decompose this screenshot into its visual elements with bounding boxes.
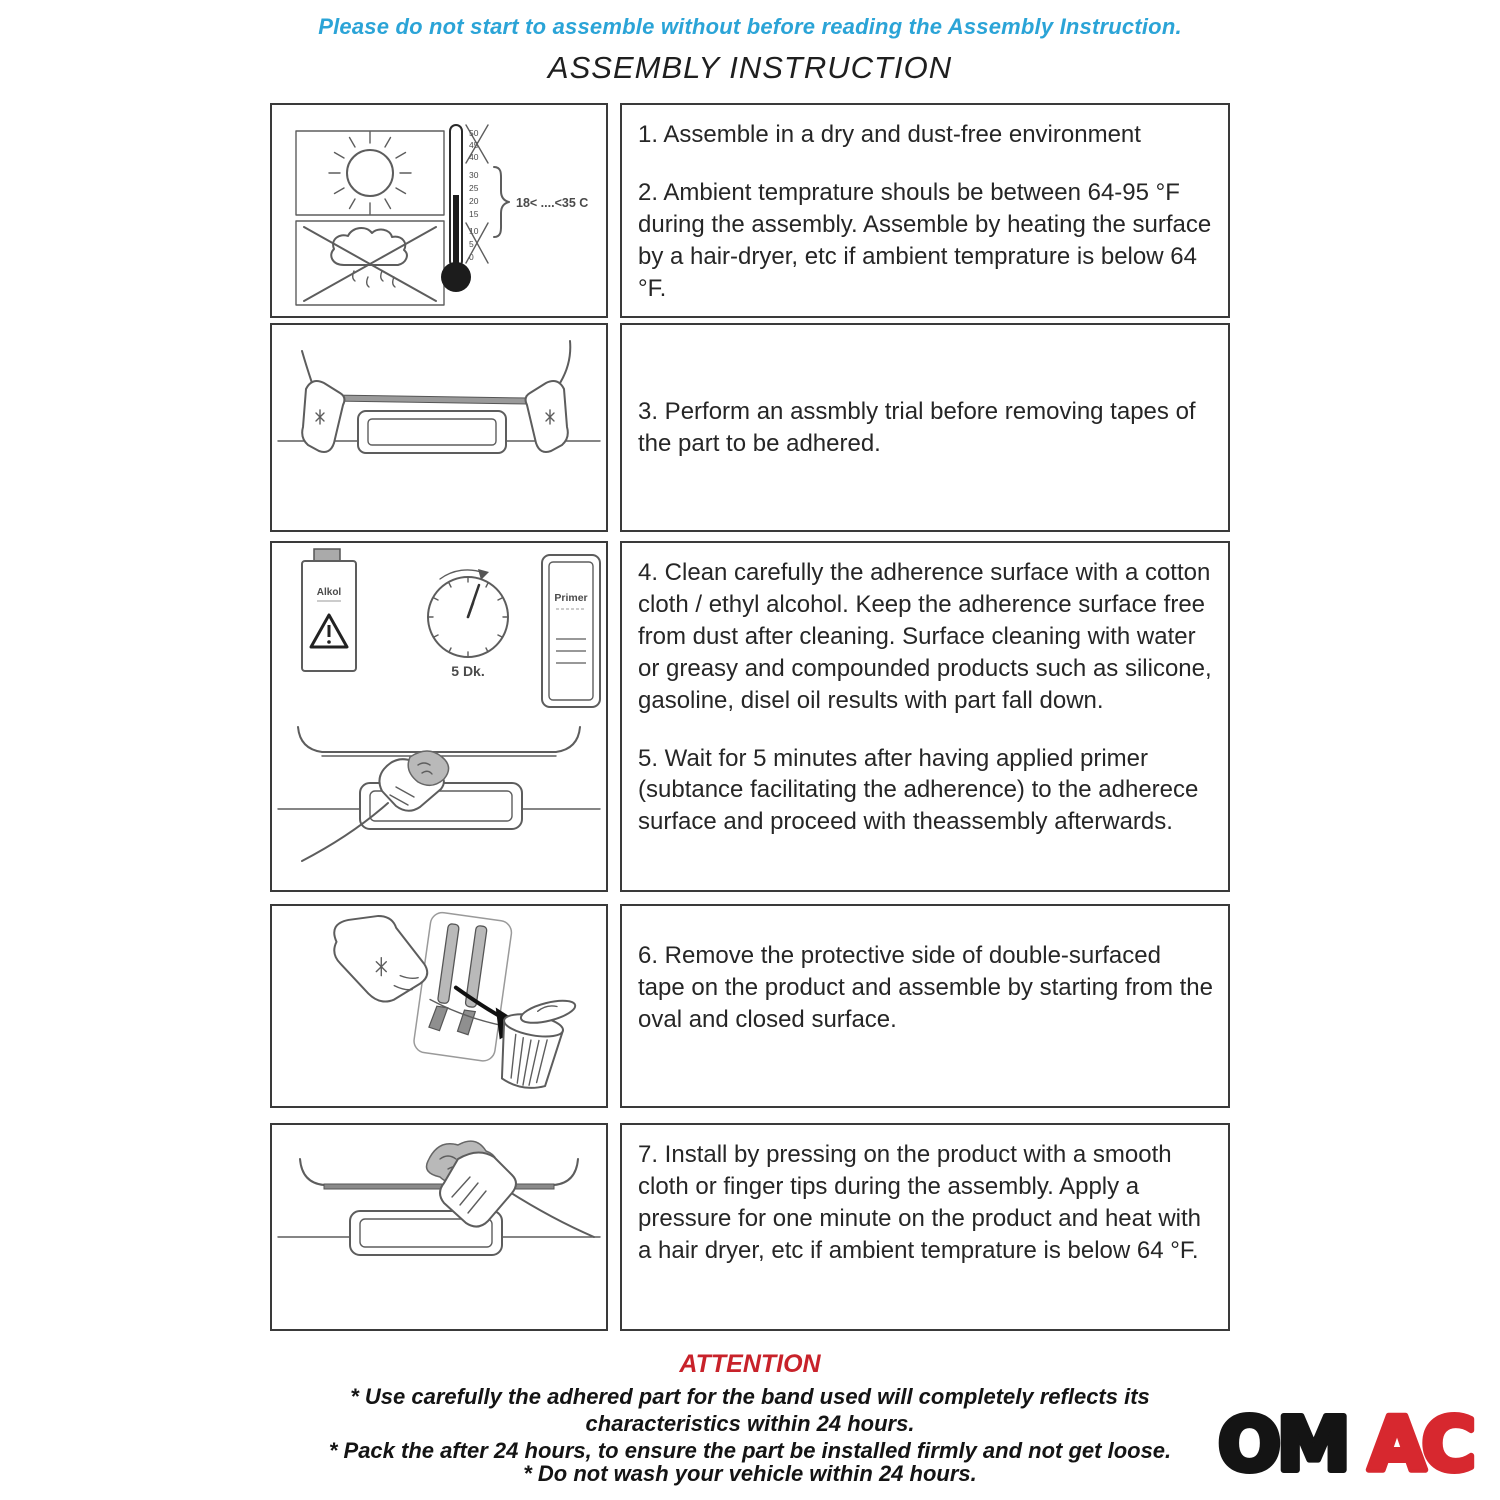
svg-text:40: 40 [469, 152, 479, 162]
step-text-box-1 [620, 103, 1230, 318]
attention-title: ATTENTION [679, 1350, 821, 1378]
temperature-range-label: 18< ....<35 C [516, 196, 589, 210]
omac-logo [1216, 1394, 1478, 1490]
step-3-text: 3. Perform an assmbly trial before removing tapes of the part to be adhered. [638, 397, 1196, 457]
logo-om: OM [1218, 1402, 1347, 1488]
wiping-hand-illustration [278, 727, 600, 861]
peeling-hand-icon [334, 916, 427, 1002]
environment-illustration [270, 103, 608, 318]
step-1-text: 1. Assemble in a dry and dust-free environment [638, 121, 1141, 148]
attention-note-2: * Pack the after 24 hours, to ensure the part be installed firmly and not get loose. [328, 1438, 1172, 1463]
page-title: ASSEMBLY INSTRUCTION [547, 50, 953, 85]
step-row-3 [270, 541, 1230, 892]
cleaning-primer-graphic [272, 543, 606, 890]
svg-text:5: 5 [469, 239, 474, 249]
attention-note-3: * Do not wash your vehicle within 24 hours. [523, 1461, 977, 1486]
step-row-5 [270, 1123, 1230, 1331]
svg-text:Alkol: Alkol [316, 587, 342, 598]
sun-icon [296, 131, 444, 215]
svg-text:15: 15 [469, 209, 479, 219]
svg-text:30: 30 [469, 170, 479, 180]
hands-holding-trim-graphic [272, 325, 606, 530]
svg-text:50: 50 [469, 128, 479, 138]
svg-text:Primer: Primer [554, 592, 588, 604]
alcohol-bottle-icon [302, 549, 356, 671]
svg-text:5 Dk.: 5 Dk. [451, 663, 485, 679]
left-hand-icon [302, 351, 344, 452]
pressing-illustration [270, 1123, 608, 1331]
clock-icon [428, 569, 508, 679]
step-4-text: 4. Clean carefully the adherence surface with a cotton cloth / ethyl alcohol. Keep the adherence surface free from dust after cleaning. Surface cleaning with water or greasy and compounded products such as silicone, gasoline, disel oil results with part fall down. [638, 559, 1212, 714]
thermometer-icon [441, 125, 588, 292]
no-rain-icon [296, 221, 444, 305]
tape-removal-graphic [272, 906, 606, 1106]
trash-can-icon [493, 985, 580, 1094]
step-5-text: 5. Wait for 5 minutes after having applied primer (subtance facilitating the adherence) to the adherece surface and proceed with theassembly afterwards. [638, 744, 1199, 836]
step-text-box-4 [620, 904, 1230, 1108]
cleaning-illustration [270, 541, 608, 892]
step-text-box-3 [620, 541, 1230, 892]
primer-sheet-icon [542, 555, 600, 707]
svg-text:20: 20 [469, 196, 479, 206]
pressing-hand-graphic [272, 1125, 606, 1329]
temperature-conditions-graphic [272, 105, 606, 316]
step-text-box-2 [620, 323, 1230, 532]
attention-note-1-text: * Use carefully the adhered part for the band used will completely reflects its characteristics within 24 hours. [350, 1384, 1150, 1436]
trial-fit-illustration [270, 323, 608, 532]
svg-text:10: 10 [469, 226, 479, 236]
step-2-text: 2. Ambient temprature shouls be between 64-95 °F during the assembly. Assemble by heating the surface by a hair-dryer, etc if ambient temprature is below 64 °F. [638, 178, 1212, 302]
svg-text:OM AC [1218, 1402, 1472, 1488]
step-text-box-5 [620, 1123, 1230, 1331]
logo-ac: AC [1368, 1402, 1472, 1488]
omac-logo-graphic [1216, 1394, 1478, 1490]
step-6-text: 6. Remove the protective side of double-surfaced tape on the product and assemble by starting from the oval and closed surface. [638, 942, 1214, 1033]
svg-text:25: 25 [469, 183, 479, 193]
step-row-4 [270, 904, 1230, 1108]
assembly-warning-text: Please do not start to assemble without before reading the Assembly Instruction. [318, 14, 1182, 39]
step-7-text: 7. Install by pressing on the product with a smooth cloth or finger tips during the assembly. Apply a pressure for one minute on the product and heat with a hair dryer, etc if ambient temprature is below 64 °F. [638, 1141, 1202, 1264]
right-hand-icon [526, 341, 571, 452]
svg-text:0: 0 [469, 252, 474, 262]
step-row-1 [270, 103, 1230, 318]
product-part-outline [413, 911, 513, 1062]
svg-text:45: 45 [469, 140, 479, 150]
step-row-2 [270, 323, 1230, 532]
tape-removal-illustration [270, 904, 608, 1108]
